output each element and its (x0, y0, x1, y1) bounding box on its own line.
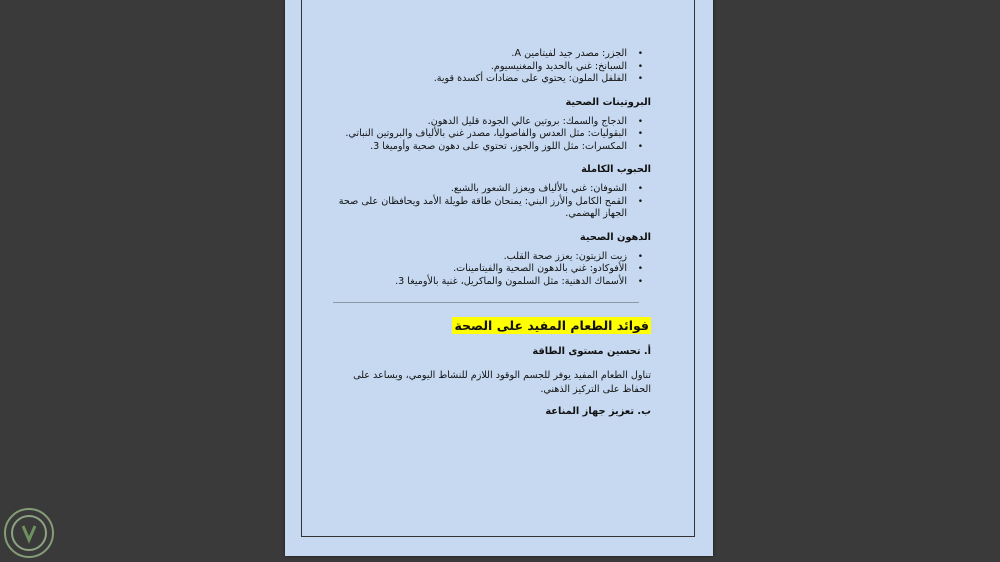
list-item: • الشوفان: غني بالألياف ويعزز الشعور بالشبع. (329, 183, 651, 196)
vegetables-list (329, 48, 651, 86)
proteins-list (329, 116, 651, 154)
section-heading-fats: الدهون الصحية (579, 231, 651, 243)
list-item: • البقوليات: مثل العدس والفاصوليا، مصدر غني بالألياف والبروتين النباتي. (329, 128, 651, 141)
section-heading-proteins: البروتينات الصحية (565, 96, 651, 108)
paragraph-energy: تناول الطعام المفيد يوفر للجسم الوقود اللازم للنشاط اليومي، ويساعد على الحفاظ على التركيز الذهني. (353, 370, 651, 395)
section-divider (333, 302, 639, 303)
list-item: • الدجاج والسمك: بروتين عالي الجودة قليل الدهون. (329, 116, 651, 129)
section-heading-grains: الحبوب الكاملة (581, 164, 651, 175)
fats-list (329, 251, 651, 289)
list-item: • الفلفل الملون: يحتوي على مضادات أكسدة قوية. (329, 73, 651, 86)
page-content (329, 48, 651, 429)
grains-list (329, 183, 651, 221)
subheading-immunity: ب. تعزيز جهاز المناعة (545, 406, 651, 417)
list-item: • الأفوكادو: غني بالدهون الصحية والفيتامينات. (329, 263, 651, 276)
list-item: • القمح الكامل والأرز البني: يمنحان طاقة طويلة الأمد ويحافظان على صحة الجهاز الهضمي. (329, 196, 651, 221)
list-item: • المكسرات: مثل اللوز والجوز، تحتوي على دهون صحية وأوميغا 3. (329, 141, 651, 154)
list-item: • الجزر: مصدر جيد لفيتامين A. (329, 48, 651, 61)
list-item: • زيت الزيتون: يعزز صحة القلب. (329, 251, 651, 264)
list-item: • السبانخ: غني بالحديد والمغنيسيوم. (329, 61, 651, 74)
subheading-energy: أ. تحسين مستوى الطاقة (532, 346, 651, 357)
watermark-logo-icon (4, 508, 54, 558)
benefits-title: فوائد الطعام المفيد على الصحة (454, 318, 649, 333)
document-page (285, 0, 713, 556)
list-item: • الأسماك الدهنية: مثل السلمون والماكريل، غنية بالأوميغا 3. (329, 276, 651, 289)
